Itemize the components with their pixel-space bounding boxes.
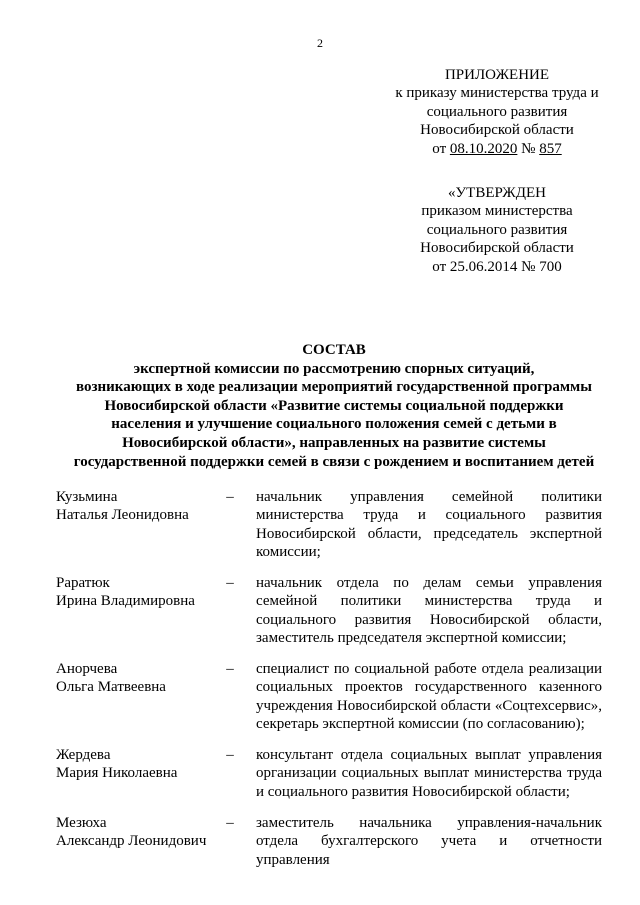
member-entry [56,746,612,814]
member-name [56,746,216,783]
appendix-line: Новосибирской области [420,122,574,139]
appendix-order-line [372,140,622,158]
appendix-order-number: 857 [539,140,562,157]
member-position: начальник отдела по делам семьи управления семейной политики министерства труда и социального развития Новосибирской области, заместитель председателя экспертной комиссии; [256,575,602,646]
member-dash: – [226,815,234,831]
member-given-names: Мария Николаевна [56,765,178,782]
appendix-block [372,66,622,158]
title-line: экспертной комиссии по рассмотрению спорных ситуаций, [133,360,535,377]
title-line: Новосибирской области», направленных на развитие системы [122,434,546,451]
member-position: заместитель начальника управления-начальник отдела бухгалтерского учета и отчетности управления [256,815,602,868]
member-dash: – [226,661,234,677]
member-surname: Мезюха [56,815,107,831]
appendix-number-sign: № [517,140,540,157]
approved-line: от 25.06.2014 № 700 [432,258,562,275]
approved-line: социального развития [426,221,568,238]
title-line: Новосибирской области «Развитие системы социальной поддержки [104,397,564,414]
member-dash: – [226,575,234,591]
member-name [56,488,216,525]
commission-members-list [56,488,612,868]
appendix-order-date: 08.10.2020 [449,140,518,157]
member-name [56,814,216,851]
member-entry [56,574,612,660]
appendix-date-prefix: от [432,140,450,157]
document-title [56,341,612,471]
member-surname: Раратюк [56,575,110,591]
appendix-line: ПРИЛОЖЕНИЕ [444,67,550,83]
member-position: специалист по социальной работе отдела реализации социальных проектов государственного казенного учреждения Новосибирской области «Соцтехсервис», секретарь экспертной комиссии (по согласованию); [256,661,602,732]
approved-block [372,184,622,276]
member-position: начальник управления семейной политики министерства труда и социального развития Новосибирской области, председатель экспертной комиссии; [256,489,602,560]
appendix-line: к приказу министерства труда и [395,85,599,102]
member-name [56,660,216,697]
member-given-names: Ольга Матвеевна [56,679,166,696]
member-dash: – [226,747,234,763]
appendix-line: социального развития [426,103,568,120]
approved-line: «УТВЕРЖДЕН [448,185,546,201]
title-line: возникающих в ходе реализации мероприятий государственной программы [76,379,592,396]
approved-line: приказом министерства [421,203,573,220]
title-line: государственной поддержки семей в связи с рождением и воспитанием детей [73,453,595,470]
member-given-names: Ирина Владимировна [56,593,195,610]
page-number: 2 [317,36,323,50]
title-line: населения и улучшение социального положения семей с детьми в [111,416,557,433]
member-dash: – [226,489,234,505]
member-given-names: Александр Леонидович [56,833,207,850]
member-surname: Кузьмина [56,489,118,505]
member-position: консультант отдела социальных выплат управления организации социальных выплат министерства труда и социального развития Новосибирской области; [256,747,602,800]
member-surname: Жердева [56,747,111,763]
member-name [56,574,216,611]
approved-line: Новосибирской области [420,240,574,257]
member-given-names: Наталья Леонидовна [56,507,189,524]
member-entry [56,814,612,868]
member-entry [56,488,612,574]
title-heading: СОСТАВ [302,342,366,358]
member-entry [56,660,612,746]
member-surname: Анорчева [56,661,118,677]
